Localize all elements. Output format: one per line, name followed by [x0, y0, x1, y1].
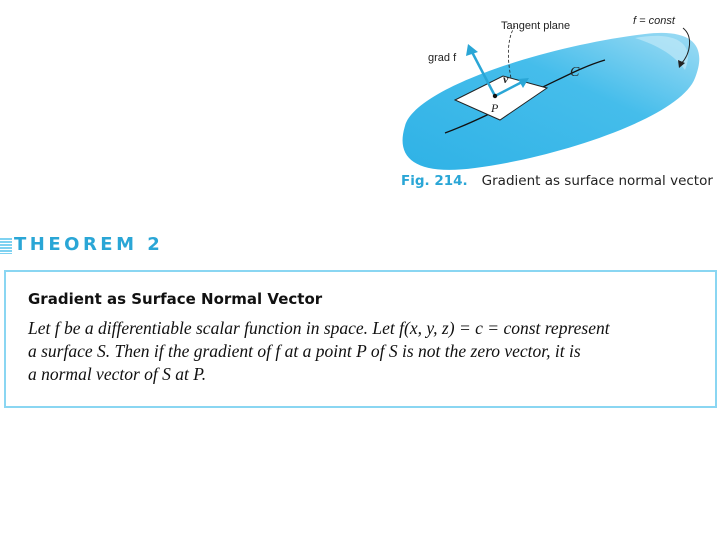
p-label: P — [491, 101, 499, 115]
surface-diagram — [395, 8, 715, 173]
tangent-plane-label: Tangent plane — [501, 20, 571, 32]
theorem-heading — [0, 232, 170, 260]
f-const-label: f = const — [633, 15, 675, 27]
figure-caption — [401, 173, 713, 189]
theorem-statement — [28, 317, 700, 386]
point-p — [493, 94, 497, 98]
v-label: v — [503, 72, 509, 86]
grad-f-label: grad f — [428, 52, 457, 64]
theorem-line: a surface S. Then if the gradient of f at a point P of S is not the zero vector, it is — [28, 341, 581, 361]
theorem-line: Let f be a differentiable scalar function in space. Let f(x, y, z) = c = const represent — [28, 318, 610, 338]
heading-stripe-band — [0, 238, 12, 254]
figure-caption-text: Gradient as surface normal vector — [481, 173, 713, 189]
theorem-box — [4, 270, 717, 408]
theorem-heading-label: THEOREM 2 — [14, 234, 164, 255]
figure-214 — [395, 8, 715, 198]
c-label: C — [570, 65, 580, 80]
theorem-line: a normal vector of S at P. — [28, 364, 207, 384]
theorem-title: Gradient as Surface Normal Vector — [28, 290, 323, 308]
figure-number: Fig. 214. — [401, 173, 468, 189]
